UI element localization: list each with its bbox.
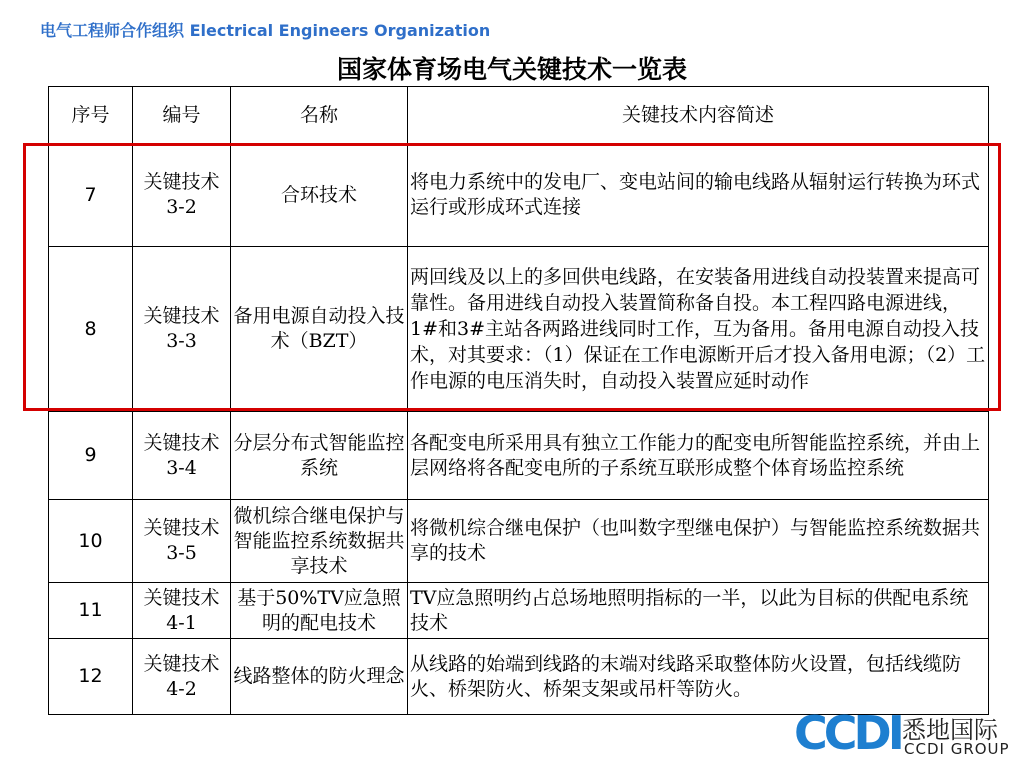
row-name: 微机综合继电保护与智能监控系统数据共享技术: [231, 500, 408, 583]
row-code: 关键技术 3-4: [133, 412, 231, 500]
table-row: [49, 583, 989, 639]
column-header-no: 序号: [49, 87, 133, 144]
column-header-name: 名称: [231, 87, 408, 144]
row-code: 关键技术 4-1: [133, 583, 231, 639]
row-code: 关键技术 4-2: [133, 639, 231, 715]
row-name: 基于50%TV应急照明的配电技术: [231, 583, 408, 639]
row-no: 8: [49, 247, 133, 412]
ccdi-logo: [794, 706, 1018, 762]
row-description: TV应急照明约占总场地照明指标的一半，以此为目标的供配电系统技术: [408, 583, 989, 639]
page-title: 国家体育场电气关键技术一览表: [336, 55, 687, 84]
row-code: 关键技术 3-5: [133, 500, 231, 583]
table-row: [49, 500, 989, 583]
row-description: 将微机综合继电保护（也叫数字型继电保护）与智能监控系统数据共享的技术: [408, 500, 989, 583]
highlight-box: [23, 143, 1001, 411]
row-no: 7: [49, 144, 133, 247]
row-description: 各配变电所采用具有独立工作能力的配变电所智能监控系统，并由上层网络将各配变电所的子系统互联形成整个体育场监控系统: [408, 412, 989, 500]
column-header-description: 关键技术内容简述: [408, 87, 989, 144]
row-no: 12: [49, 639, 133, 715]
organization-header: 电气工程师合作组织 Electrical Engineers Organization: [40, 21, 491, 40]
logo-mark: CCDI: [794, 706, 901, 760]
row-code: 关键技术 3-2: [133, 144, 231, 247]
row-no: 9: [49, 412, 133, 500]
row-name: 合环技术: [231, 144, 408, 247]
row-name: 备用电源自动投入技术（BZT）: [231, 247, 408, 412]
logo-name-en: CCDI GROUP: [904, 740, 1010, 758]
row-description: 两回线及以上的多回供电线路，在安装备用进线自动投装置来提高可靠性。备用进线自动投入装置简称备自投。本工程四路电源进线，1#和3#主站各两路进线同时工作，互为备用。备用电源自动投入技术，对其要求：（1）保证在工作电源断开后才投入备用电源；（2）工作电源的电压消失时，自动投入装置应延时动作: [408, 247, 989, 412]
column-header-code: 编号: [133, 87, 231, 144]
table-row: [49, 639, 989, 715]
row-description: 将电力系统中的发电厂、变电站间的输电线路从辐射运行转换为环式运行或形成环式连接: [408, 144, 989, 247]
table-row: [49, 412, 989, 500]
row-no: 11: [49, 583, 133, 639]
logo-name-cn: 悉地国际: [902, 716, 998, 744]
table-header-row: [49, 87, 989, 144]
row-code: 关键技术 3-3: [133, 247, 231, 412]
row-no: 10: [49, 500, 133, 583]
row-name: 线路整体的防火理念: [231, 639, 408, 715]
row-name: 分层分布式智能监控系统: [231, 412, 408, 500]
row-description: 从线路的始端到线路的末端对线路采取整体防火设置，包括线缆防火、桥架防火、桥架支架或吊杆等防火。: [408, 639, 989, 715]
